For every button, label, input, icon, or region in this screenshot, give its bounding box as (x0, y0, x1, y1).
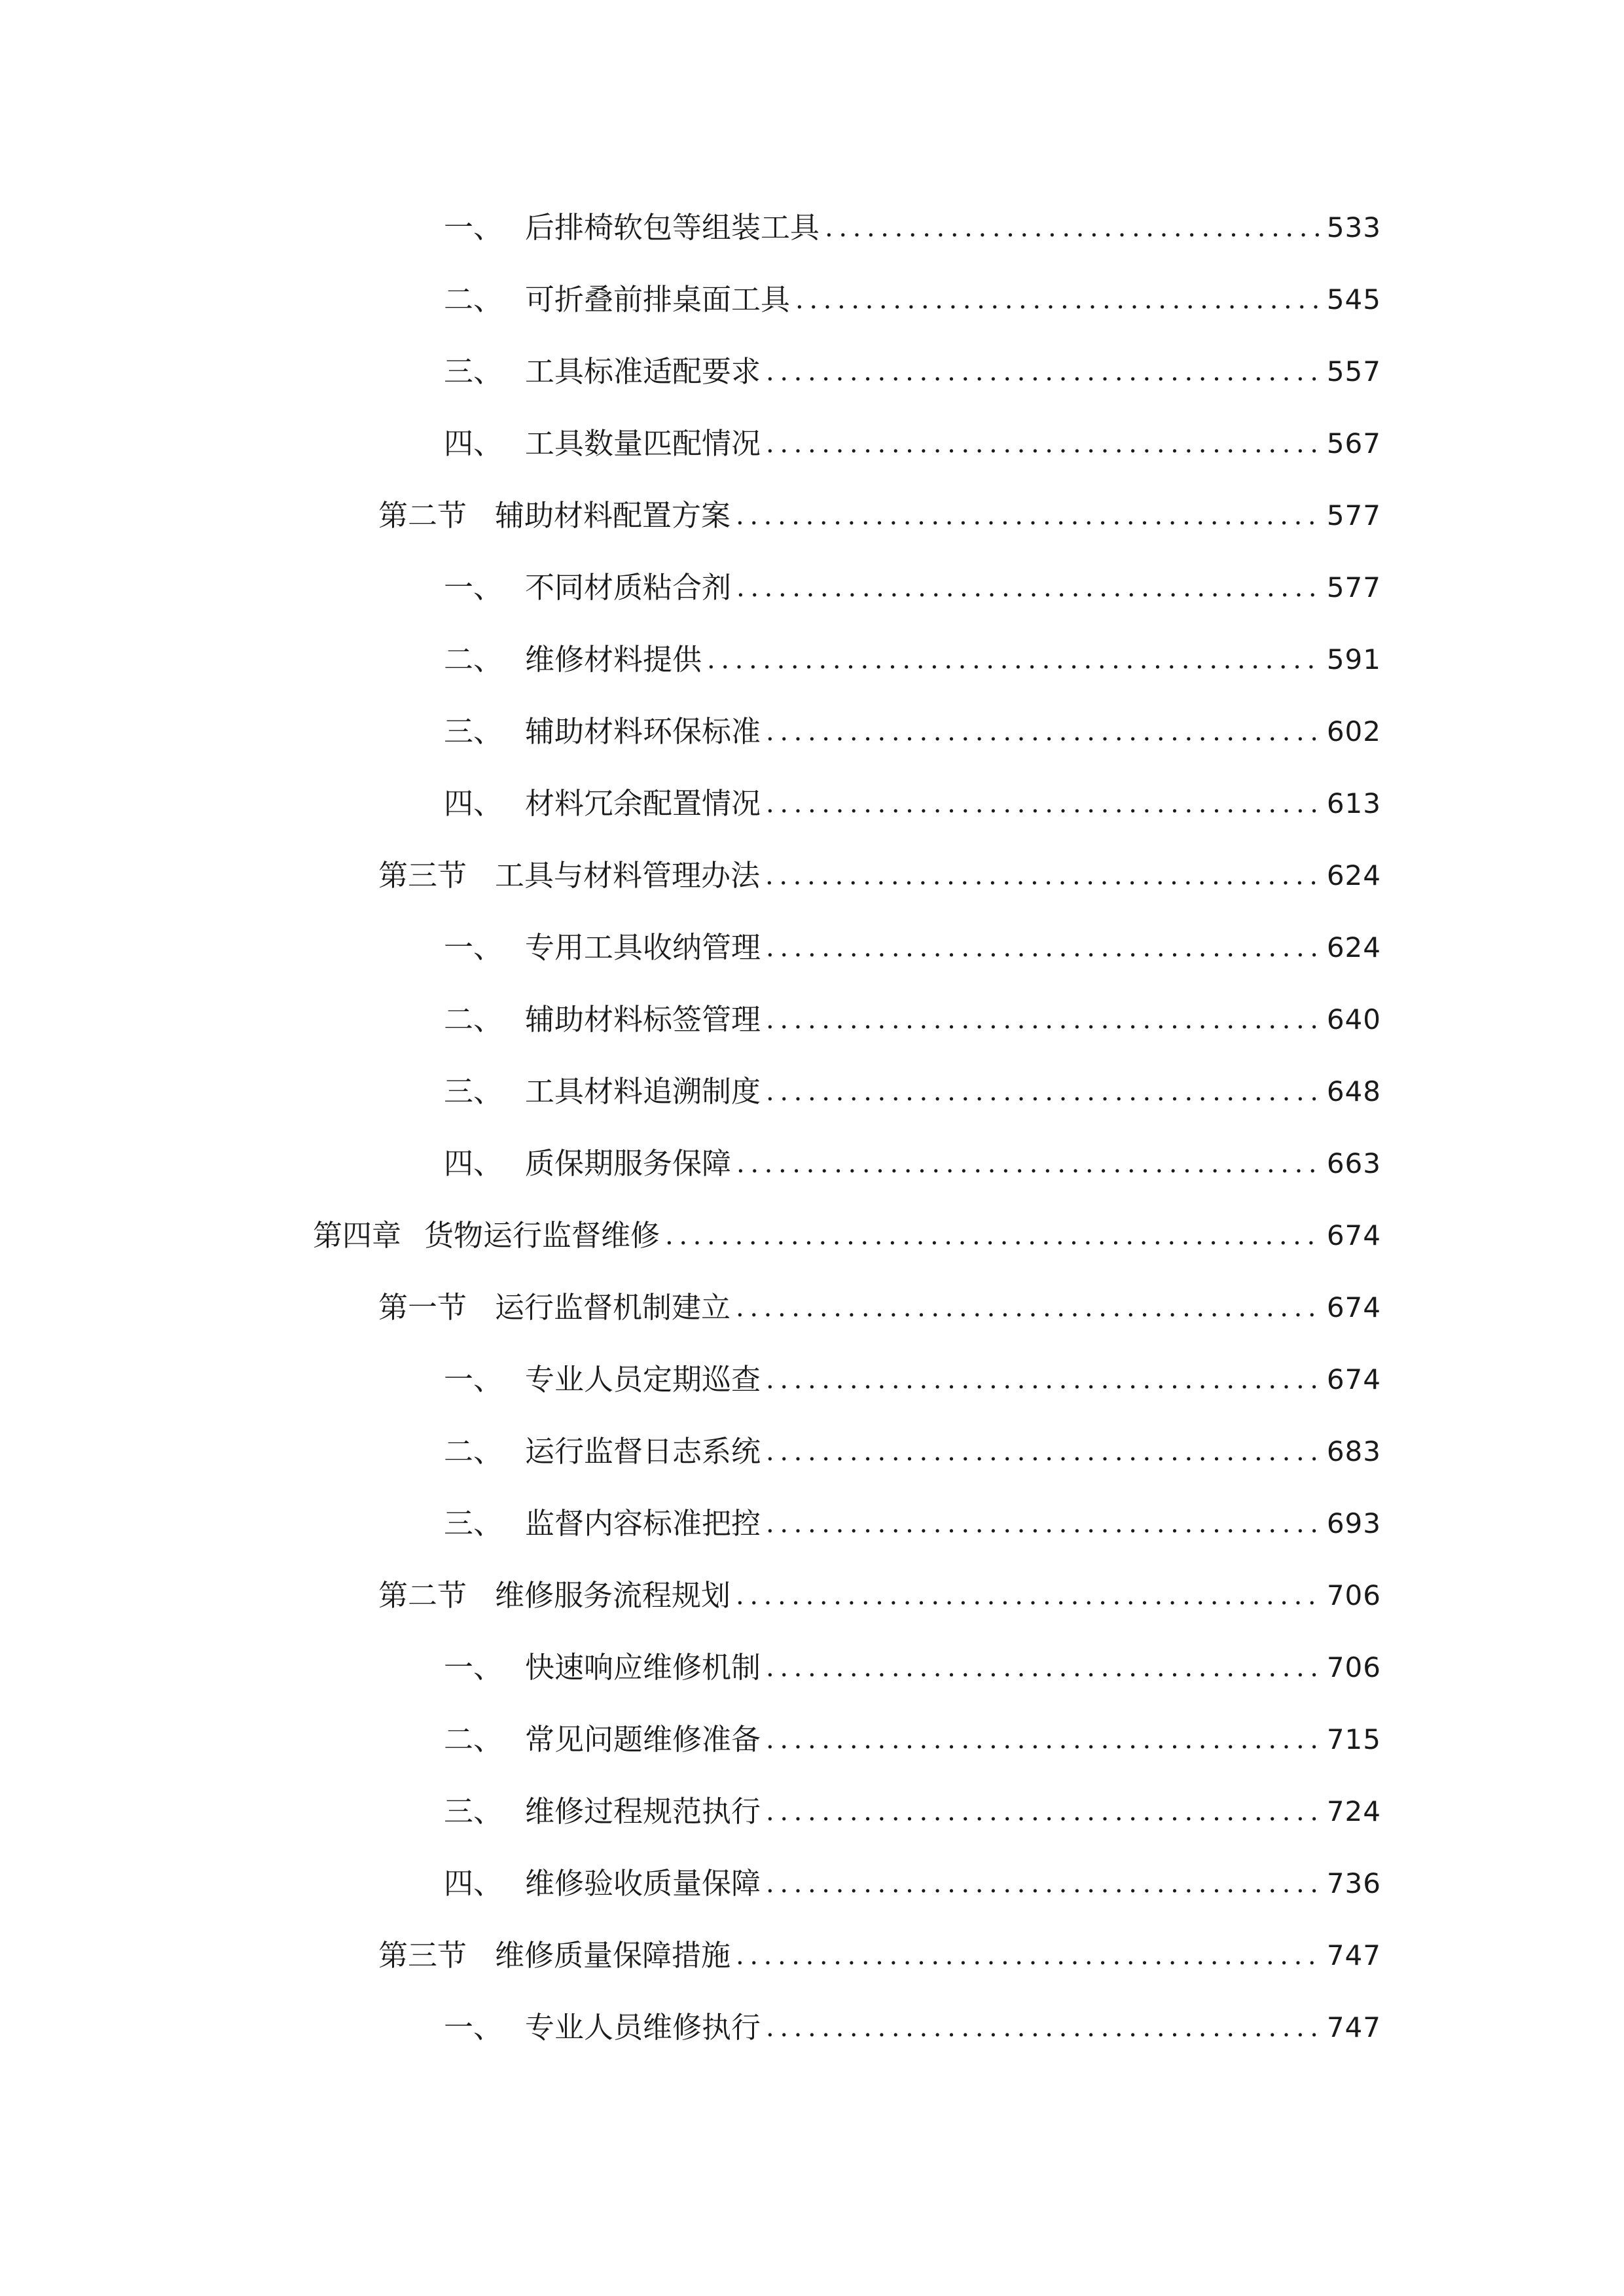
toc-entry-page: 545 (1326, 283, 1381, 315)
dot-leader (707, 637, 1320, 683)
toc-entry[interactable] (444, 1861, 1381, 1907)
toc-entry[interactable] (444, 637, 1381, 683)
toc-entry-number: 三、 (444, 1794, 503, 1829)
toc-entry[interactable] (378, 1933, 1381, 1979)
dot-leader (766, 421, 1320, 467)
toc-entry-page: 724 (1326, 1795, 1381, 1827)
toc-entry[interactable] (444, 277, 1381, 323)
toc-entry-title: 辅助材料标签管理 (525, 1002, 761, 1037)
toc-entry-page: 577 (1326, 571, 1381, 603)
dot-leader (736, 1933, 1320, 1979)
toc-entry-title: 运行监督日志系统 (525, 1434, 761, 1469)
toc-entry-page: 663 (1326, 1147, 1381, 1179)
toc-entry-page: 557 (1326, 355, 1381, 387)
dot-leader (766, 1429, 1320, 1475)
toc-entry-page: 533 (1326, 211, 1381, 243)
toc-entry-number: 四、 (444, 1146, 503, 1181)
toc-entry-page: 602 (1326, 715, 1381, 747)
toc-entry-number: 四、 (444, 1866, 503, 1901)
toc-entry-number: 一、 (444, 2010, 503, 2045)
toc-entry-number: 二、 (444, 1722, 503, 1757)
toc-entry[interactable] (378, 853, 1381, 899)
toc-entry-page: 674 (1326, 1219, 1381, 1251)
toc-entry-title: 辅助材料环保标准 (525, 714, 761, 749)
toc-entry-title: 工具材料追溯制度 (525, 1074, 761, 1109)
toc-entry-number: 一、 (444, 930, 503, 965)
dot-leader (736, 1285, 1320, 1331)
toc-entry[interactable] (444, 421, 1381, 467)
toc-entry[interactable] (444, 1501, 1381, 1547)
toc-entry-number: 三、 (444, 1074, 503, 1109)
toc-entry[interactable] (378, 1285, 1381, 1331)
dot-leader (766, 1717, 1320, 1763)
toc-entry-number: 第三节 (378, 858, 467, 893)
toc-entry[interactable] (444, 1789, 1381, 1835)
toc-entry[interactable] (444, 1717, 1381, 1763)
toc-entry-page: 567 (1326, 427, 1381, 459)
toc-entry-number: 二、 (444, 282, 503, 317)
toc-entry[interactable] (444, 1069, 1381, 1115)
dot-leader (665, 1213, 1320, 1259)
dot-leader (736, 1573, 1320, 1619)
toc-entry-title: 专业人员定期巡查 (525, 1362, 761, 1397)
toc-entry-title: 工具标准适配要求 (525, 354, 761, 389)
toc-entry-title: 维修过程规范执行 (525, 1794, 761, 1829)
dot-leader (766, 1501, 1320, 1547)
toc-entry-number: 四、 (444, 426, 503, 461)
toc-entry-title: 维修服务流程规划 (495, 1578, 731, 1613)
toc-entry-number: 二、 (444, 1002, 503, 1037)
toc-entry-page: 747 (1326, 1939, 1381, 1971)
toc-entry-page: 613 (1326, 787, 1381, 819)
toc-entry[interactable] (444, 2005, 1381, 2051)
toc-entry-title: 专业人员维修执行 (525, 2010, 761, 2045)
toc-entry-title: 运行监督机制建立 (495, 1290, 731, 1325)
toc-entry-page: 640 (1326, 1003, 1381, 1035)
toc-entry-number: 三、 (444, 1506, 503, 1541)
toc-entry-title: 专用工具收纳管理 (525, 930, 761, 965)
toc-entry[interactable] (378, 1573, 1381, 1619)
toc-entry-number: 第二节 (378, 498, 467, 533)
toc-entry[interactable] (444, 997, 1381, 1043)
toc-entry[interactable] (444, 1141, 1381, 1187)
toc-entry-page: 683 (1326, 1435, 1381, 1467)
toc-entry-title: 货物运行监督维修 (424, 1218, 660, 1253)
toc-entry-number: 第一节 (378, 1290, 467, 1325)
toc-entry-page: 706 (1326, 1651, 1381, 1683)
toc-entry-title: 维修材料提供 (525, 642, 702, 677)
toc-entry-number: 四、 (444, 786, 503, 821)
toc-entry-number: 一、 (444, 1650, 503, 1685)
toc-entry-page: 747 (1326, 2011, 1381, 2043)
toc-entry-number: 三、 (444, 354, 503, 389)
toc-entry-number: 二、 (444, 1434, 503, 1469)
toc-entry[interactable] (444, 205, 1381, 251)
toc-entry-number: 一、 (444, 570, 503, 605)
toc-entry-page: 577 (1326, 499, 1381, 531)
toc-entry[interactable] (313, 1213, 1381, 1259)
toc-entry-title: 辅助材料配置方案 (495, 498, 731, 533)
toc-entry-page: 674 (1326, 1291, 1381, 1323)
dot-leader (736, 493, 1320, 539)
toc-entry-title: 常见问题维修准备 (525, 1722, 761, 1757)
toc-entry-page: 693 (1326, 1507, 1381, 1539)
toc-entry-title: 质保期服务保障 (525, 1146, 732, 1181)
dot-leader (766, 1789, 1320, 1835)
toc-entry-page: 715 (1326, 1723, 1381, 1755)
dot-leader (765, 853, 1320, 899)
dot-leader (766, 1645, 1320, 1691)
dot-leader (766, 1069, 1320, 1115)
dot-leader (766, 925, 1320, 971)
toc-entry-page: 706 (1326, 1579, 1381, 1611)
toc-entry-title: 快速响应维修机制 (525, 1650, 761, 1685)
toc-entry[interactable] (444, 1645, 1381, 1691)
toc-entry-number: 三、 (444, 714, 503, 749)
dot-leader (766, 2005, 1320, 2051)
dot-leader (825, 205, 1320, 251)
toc-entry-number: 一、 (444, 1362, 503, 1397)
toc-entry-title: 监督内容标准把控 (525, 1506, 761, 1541)
toc-entry-number: 第二节 (378, 1578, 467, 1613)
toc-entry-page: 736 (1326, 1867, 1381, 1899)
dot-leader (766, 1357, 1320, 1403)
dot-leader (766, 781, 1320, 827)
toc-entry[interactable] (378, 493, 1381, 539)
dot-leader (736, 565, 1320, 611)
toc-entry-number: 一、 (444, 210, 503, 245)
dot-leader (766, 1861, 1320, 1907)
toc-entry-title: 不同材质粘合剂 (525, 570, 732, 605)
dot-leader (736, 1141, 1320, 1187)
toc-entry-number: 二、 (444, 642, 503, 677)
toc-entry-title: 维修验收质量保障 (525, 1866, 761, 1901)
toc-entry-number: 第三节 (378, 1938, 467, 1973)
toc-entry[interactable] (444, 1357, 1381, 1403)
toc-entry[interactable] (444, 349, 1381, 395)
toc-entry-title: 可折叠前排桌面工具 (525, 282, 791, 317)
toc-entry-page: 624 (1326, 859, 1381, 891)
toc-entry-title: 后排椅软包等组装工具 (525, 210, 820, 245)
dot-leader (766, 997, 1320, 1043)
toc-entry-page: 591 (1326, 643, 1381, 675)
dot-leader (795, 277, 1320, 323)
toc-entry-title: 维修质量保障措施 (495, 1938, 731, 1973)
toc-entry-title: 材料冗余配置情况 (525, 786, 761, 821)
toc-entry[interactable] (444, 565, 1381, 611)
toc-entry[interactable] (444, 1429, 1381, 1475)
toc-entry[interactable] (444, 781, 1381, 827)
toc-entry-title: 工具与材料管理办法 (495, 858, 761, 893)
toc-entry-page: 674 (1326, 1363, 1381, 1395)
toc-entry-number: 第四章 (313, 1218, 402, 1253)
toc-entry[interactable] (444, 709, 1381, 755)
dot-leader (766, 349, 1320, 395)
toc-entry-page: 648 (1326, 1075, 1381, 1107)
toc-entry[interactable] (444, 925, 1381, 971)
dot-leader (766, 709, 1320, 755)
toc-entry-title: 工具数量匹配情况 (525, 426, 761, 461)
toc-entry-page: 624 (1326, 931, 1381, 963)
